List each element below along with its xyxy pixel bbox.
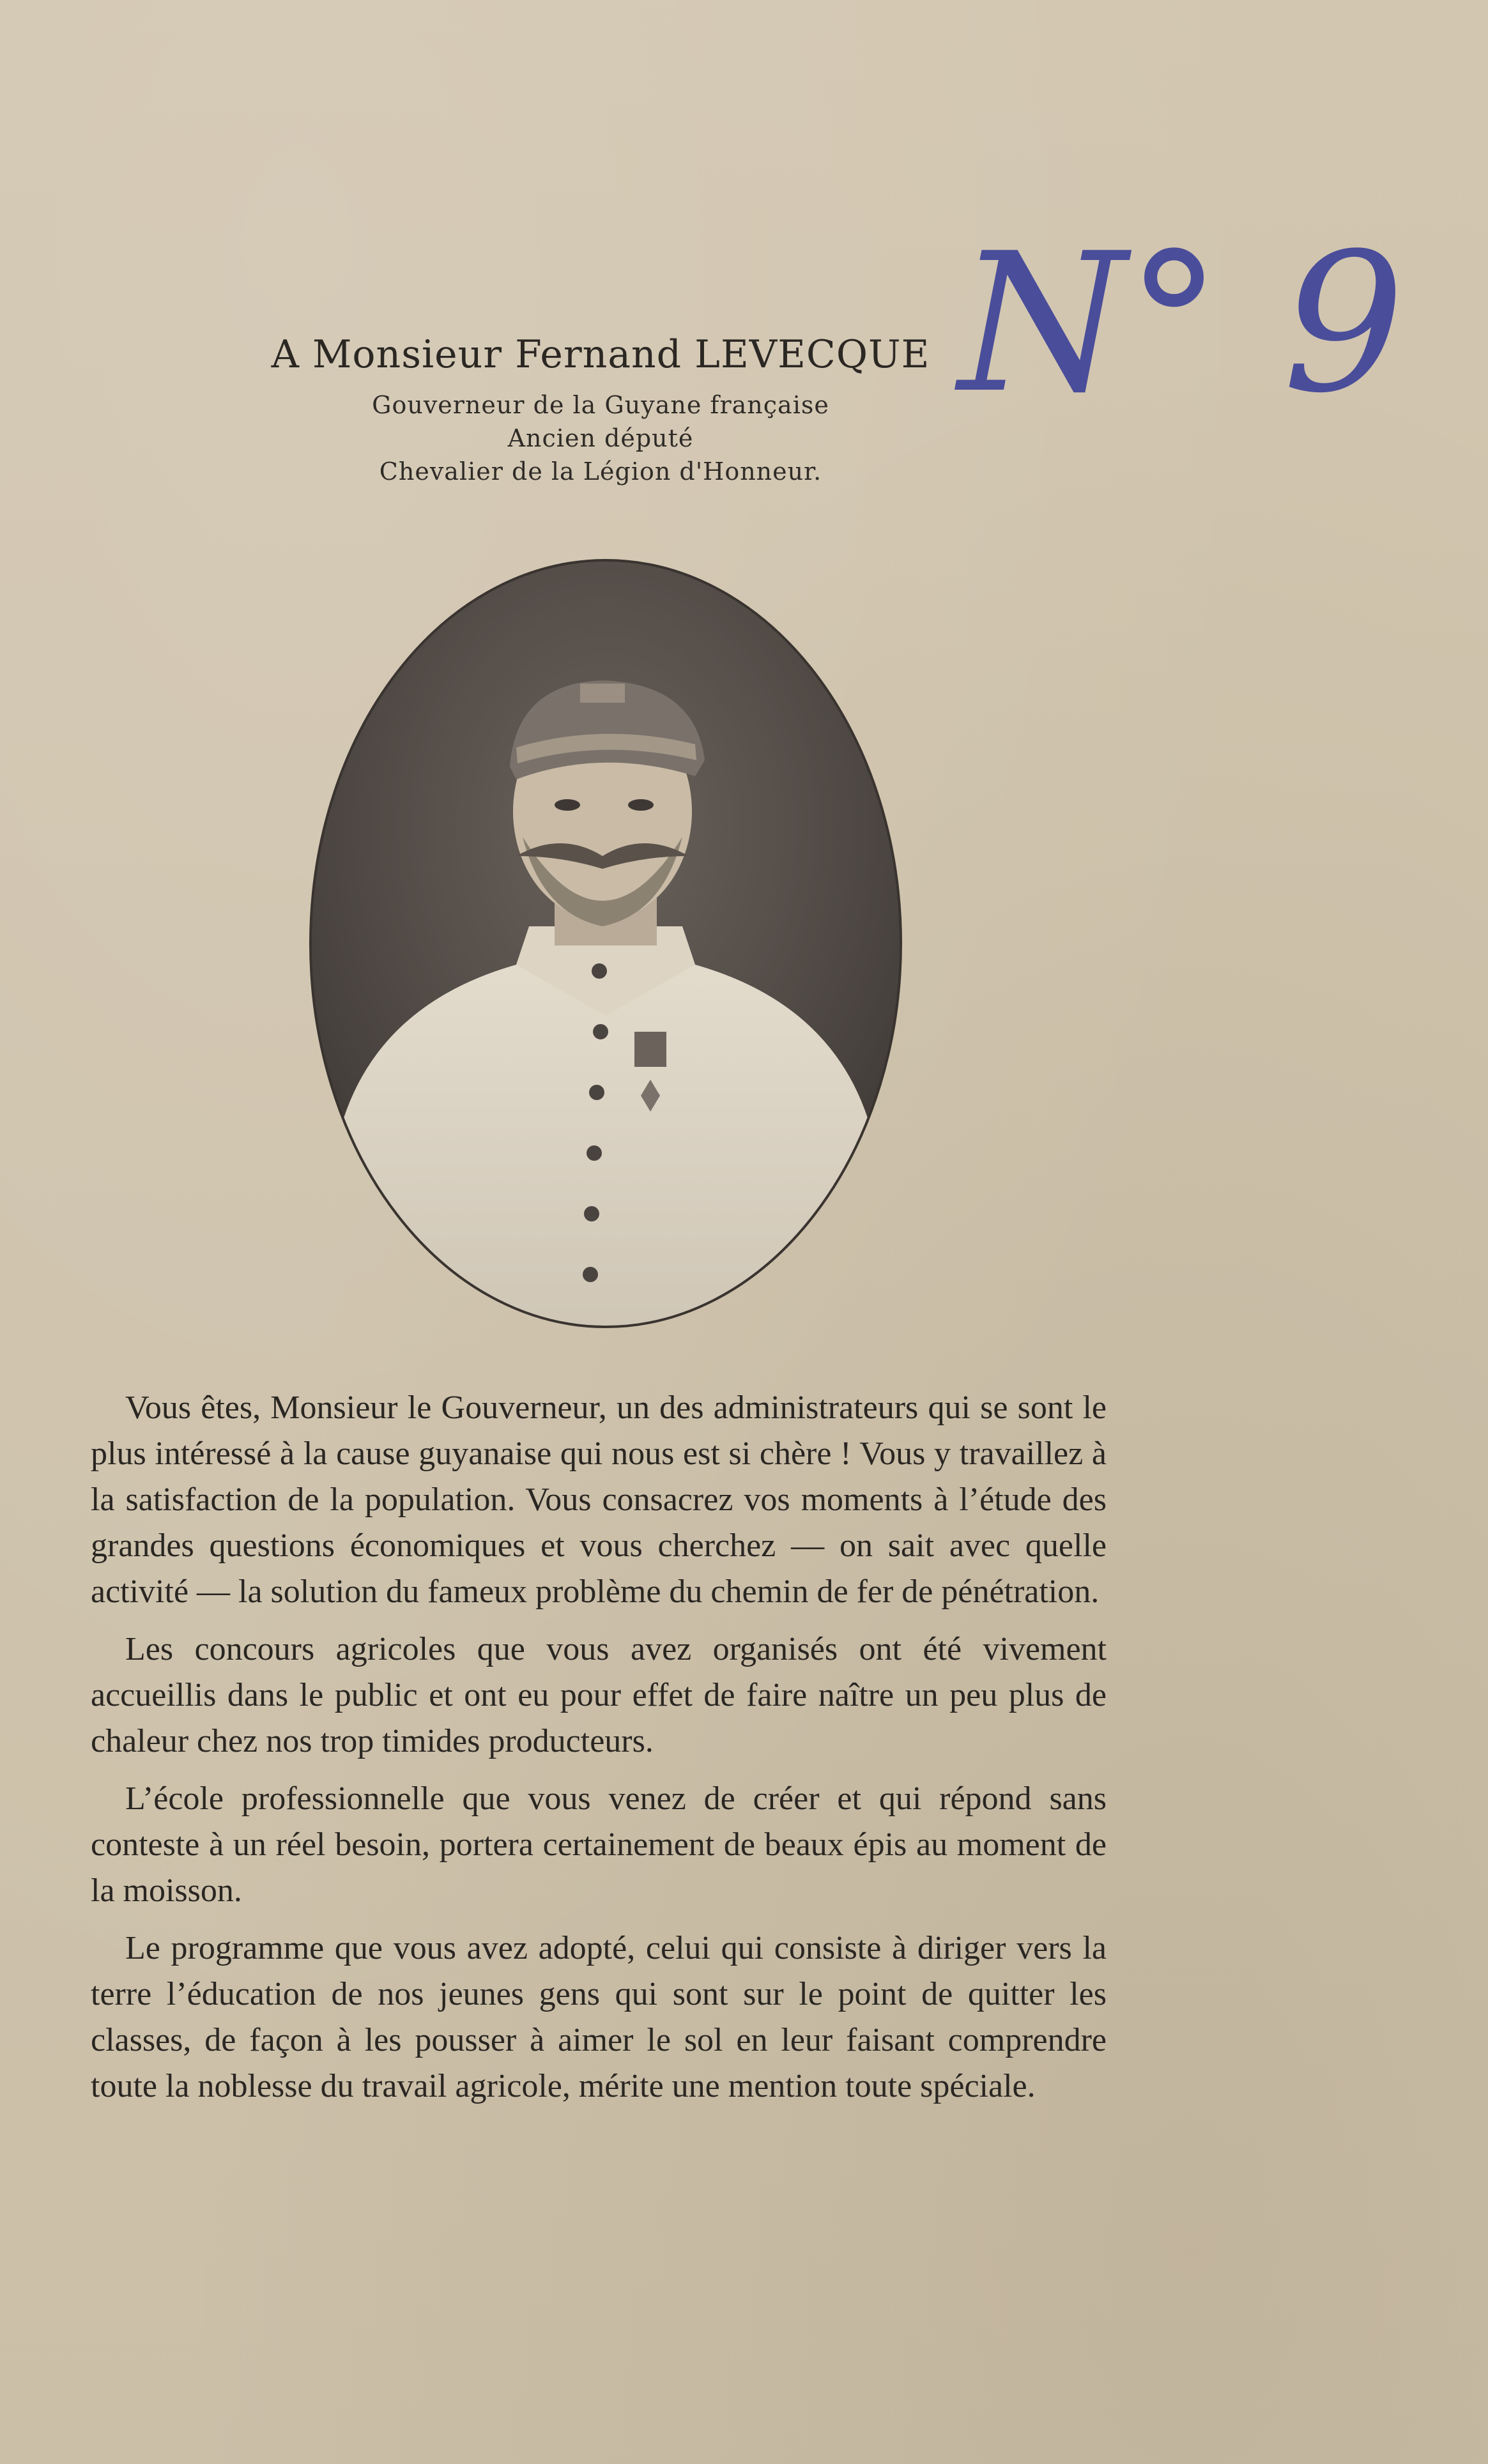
handwritten-number-mark	[946, 179, 1405, 562]
dedication-header	[268, 332, 933, 488]
body-paragraph: Le programme que vous avez adopté, celui qui consiste à diriger vers la terre l’éducation de nos jeunes gens qui sont sur le point de quitter les classes, de façon à les pousser à aimer le sol en leur faisant comprendre toute la noblesse du travail agricole, mérite une mention toute spéciale.	[91, 1930, 1107, 2104]
body-text	[91, 1385, 1107, 2121]
dedication-line-2: Ancien député	[507, 424, 694, 452]
body-paragraph: L’école professionnelle que vous venez de créer et qui répond sans conteste à un réel besoin, portera certainement de beaux épis au moment de la moisson.	[91, 1780, 1107, 1909]
dedication-title: A Monsieur Fernand LEVECQUE	[271, 332, 930, 377]
body-paragraph: Vous êtes, Monsieur le Gouverneur, un des administrateurs qui se sont le plus intéressé à la cause guyanaise qui nous est si chère ! Vous y travaillez à la satisfaction de la population. Vous consacrez vos moments à l’étude des grandes questions économiques et vous cherchez — on sait avec quelle activité — la solution du fameux problème du chemin de fer de pénétration.	[91, 1389, 1107, 1610]
handwritten-number-text: N° 9	[958, 212, 1405, 435]
portrait-photo-icon	[305, 556, 906, 1332]
dedication-line-1: Gouverneur de la Guyane française	[372, 391, 829, 419]
body-paragraph: Les concours agricoles que vous avez organisés ont été vivement accueillis dans le public et ont eu pour effet de faire naître un peu plus de chaleur chez nos trop timides producteurs.	[91, 1631, 1107, 1759]
dedication-line-3: Chevalier de la Légion d'Honneur.	[379, 457, 822, 486]
